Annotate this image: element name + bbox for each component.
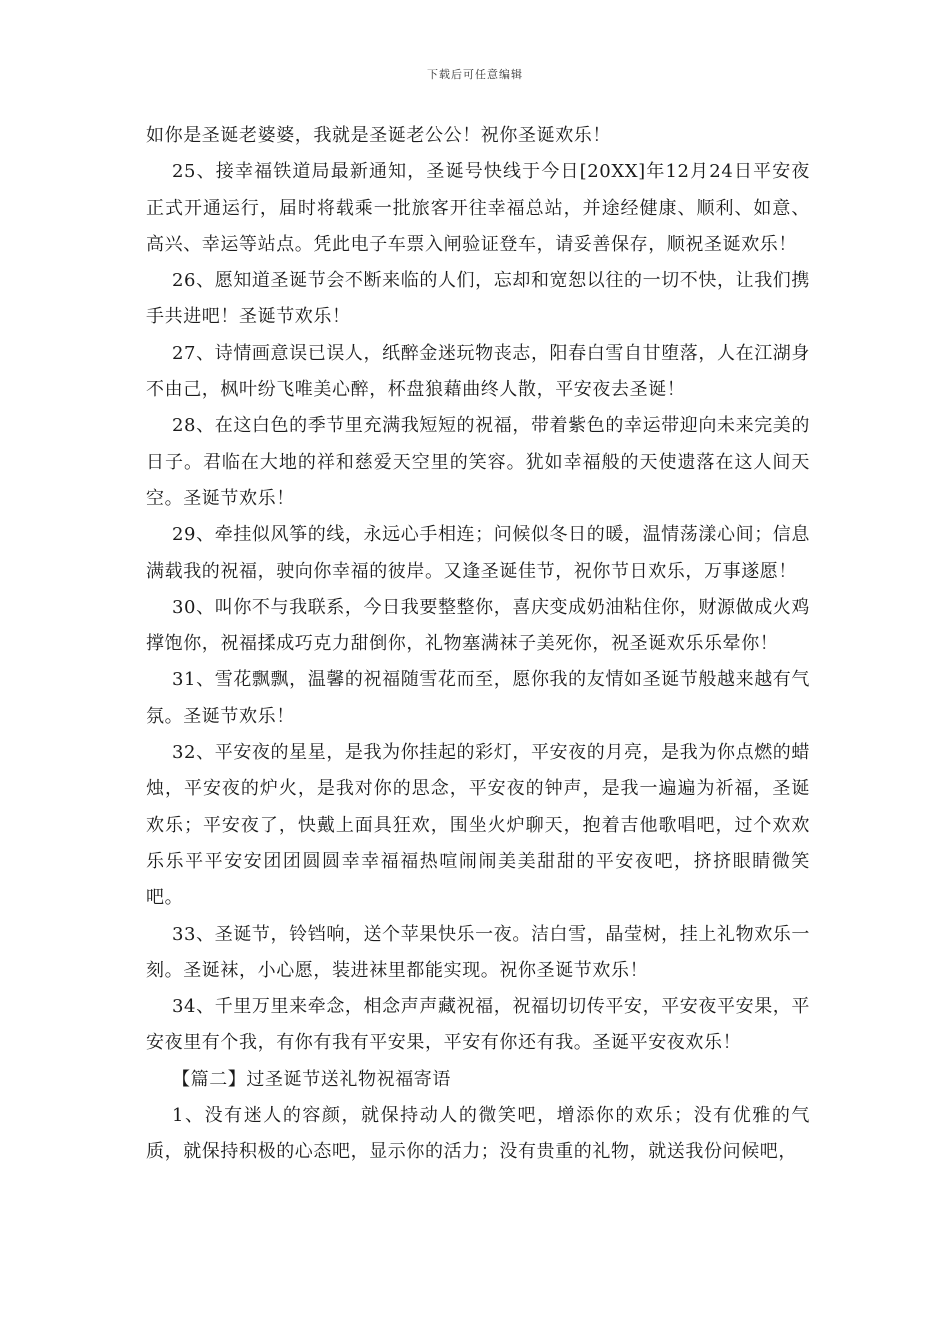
section-heading: 【篇二】过圣诞节送礼物祝福寄语 — [172, 1068, 451, 1090]
paragraph-34: 34、千里万里来牵念，相念声声藏祝福，祝福切切传平安，平安夜平安果，平安夜里有个我，有你有我有平安果，平安有你还有我。圣诞平安夜欢乐！ — [146, 996, 810, 1054]
paragraph-31: 31、雪花飘飘，温馨的祝福随雪花而至，愿你我的友情如圣诞节般越来越有气氛。圣诞节欢乐！ — [146, 669, 810, 727]
paragraph-32: 32、平安夜的星星，是我为你挂起的彩灯，平安夜的月亮，是我为你点燃的蜡烛，平安夜的炉火，是我对你的思念，平安夜的钟声，是我一遍遍为祈福，圣诞欢乐；平安夜了，快戴上面具狂欢，围坐火炉聊天，抱着吉他歌唱吧，过个欢欢乐乐平平安安团团圆圆幸幸福福热喧闹闹美美甜甜的平安夜吧，挤挤眼睛微笑吧。 — [146, 742, 810, 909]
paragraph-1: 1、没有迷人的容颜，就保持动人的微笑吧，增添你的欢乐；没有优雅的气质，就保持积极的心态吧，显示你的活力；没有贵重的礼物，就送我份问候吧， — [146, 1105, 810, 1163]
paragraph-29: 29、牵挂似风筝的线，永远心手相连；问候似冬日的暖，温情荡漾心间；信息满载我的祝福，驶向你幸福的彼岸。又逢圣诞佳节，祝你节日欢乐，万事遂愿！ — [146, 524, 810, 582]
paragraph-28: 28、在这白色的季节里充满我短短的祝福，带着紫色的幸运带迎向未来完美的日子。君临在大地的祥和慈爱天空里的笑容。犹如幸福般的天使遗落在这人间天空。圣诞节欢乐！ — [146, 415, 810, 509]
page-header-note: 下载后可任意编辑 — [427, 68, 523, 81]
paragraph-33: 33、圣诞节，铃铛响，送个苹果快乐一夜。洁白雪，晶莹树，挂上礼物欢乐一刻。圣诞袜，小心愿，装进袜里都能实现。祝你圣诞节欢乐！ — [146, 923, 810, 981]
paragraph-26: 26、愿知道圣诞节会不断来临的人们，忘却和宽恕以往的一切不快，让我们携手共进吧！圣诞节欢乐！ — [146, 270, 810, 328]
paragraph-30: 30、叫你不与我联系，今日我要整整你，喜庆变成奶油粘住你，财源做成火鸡撑饱你，祝福揉成巧克力甜倒你，礼物塞满袜子美死你，祝圣诞欢乐乐晕你！ — [146, 596, 810, 655]
paragraph-continuation: 如你是圣诞老婆婆，我就是圣诞老公公！祝你圣诞欢乐！ — [146, 125, 611, 146]
paragraph-25: 25、接幸福铁道局最新通知，圣诞号快线于今日[20XX]年12月24日平安夜正式开通运行，届时将载乘一批旅客开往幸福总站，并途经健康、顺利、如意、高兴、幸运等站点。凭此电子车票入闸验证登车，请妥善保存，顺祝圣诞欢乐！ — [146, 161, 810, 255]
document-body — [146, 118, 810, 1171]
paragraph-27: 27、诗情画意误已误人，纸醉金迷玩物丧志，阳春白雪自甘堕落，人在江湖身不由己，枫叶纷飞唯美心醉，杯盘狼藉曲终人散，平安夜去圣诞！ — [146, 342, 810, 401]
